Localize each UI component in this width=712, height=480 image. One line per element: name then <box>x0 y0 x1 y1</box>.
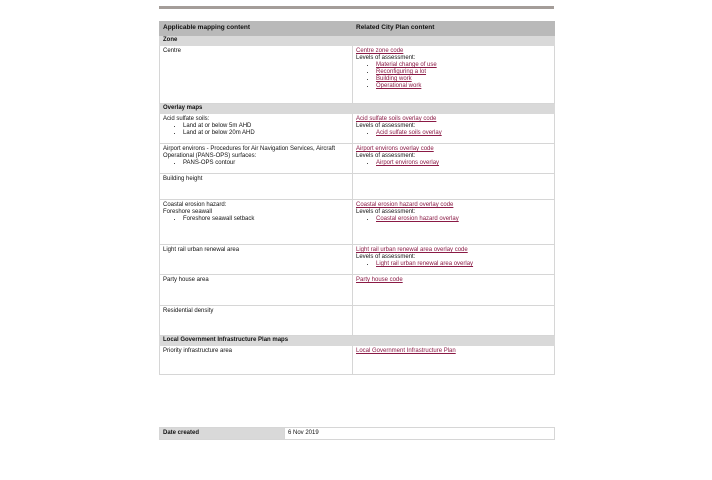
link-light-rail-overlay[interactable]: Light rail urban renewal area overlay <box>376 261 474 267</box>
table-row <box>160 144 555 174</box>
table-row <box>160 46 555 104</box>
row-label: Priority infrastructure area <box>160 346 353 375</box>
levels-list <box>356 62 551 90</box>
link-light-rail-code[interactable]: Light rail urban renewal area overlay code <box>356 247 468 253</box>
levels-label: Levels of assessment: <box>356 55 416 61</box>
link-lgip[interactable]: Local Government Infrastructure Plan <box>356 348 456 354</box>
table-row <box>160 275 555 306</box>
row-related <box>353 245 555 275</box>
table-row <box>160 306 555 336</box>
date-created-label: Date created <box>160 428 285 440</box>
levels-label: Levels of assessment: <box>356 153 416 159</box>
link-airport-environs-code[interactable]: Airport environs overlay code <box>356 146 434 152</box>
row-label: Party house area <box>160 275 353 306</box>
levels-label: Levels of assessment: <box>356 209 416 215</box>
coastal-label: Coastal erosion hazard: <box>163 202 227 208</box>
levels-list <box>356 216 551 223</box>
row-label <box>160 200 353 245</box>
date-created-table <box>159 427 555 440</box>
link-centre-zone-code[interactable]: Centre zone code <box>356 48 404 54</box>
link-acid-sulfate-code[interactable]: Acid sulfate soils overlay code <box>356 116 437 122</box>
section-header-lgip <box>160 336 555 346</box>
list-item: • Land at or below 5m AHD <box>183 123 349 130</box>
link-coastal-erosion-code[interactable]: Coastal erosion hazard overlay code <box>356 202 454 208</box>
coastal-sub: Foreshore seawall <box>163 209 213 215</box>
link-operational-work[interactable]: Operational work <box>376 83 422 89</box>
table-row <box>160 245 555 275</box>
table-row <box>160 200 555 245</box>
list-item: • PANS-OPS contour <box>183 160 349 167</box>
row-related <box>353 275 555 306</box>
airport-label: Airport environs - Procedures for Air Navigation Services, Aircraft Operational (PANS-OPS) surfaces: <box>163 146 336 159</box>
row-related <box>353 174 555 200</box>
table-row <box>160 174 555 200</box>
acid-label: Acid sulfate soils: <box>163 116 210 122</box>
coastal-bullets <box>163 216 349 223</box>
link-material-change-of-use[interactable]: Material change of use <box>376 62 437 68</box>
list-item: • Land at or below 20m AHD <box>183 130 349 137</box>
row-related <box>353 46 555 104</box>
levels-list <box>356 160 551 167</box>
row-label <box>160 144 353 174</box>
row-label: Light rail urban renewal area <box>160 245 353 275</box>
levels-label: Levels of assessment: <box>356 123 416 129</box>
acid-bullets <box>163 123 349 137</box>
table-header-row <box>160 22 555 36</box>
link-building-work[interactable]: Building work <box>376 76 412 82</box>
column-header-mapping: Applicable mapping content <box>160 22 353 36</box>
table-row <box>160 346 555 375</box>
row-related <box>353 200 555 245</box>
row-related <box>353 114 555 144</box>
row-label <box>160 114 353 144</box>
link-reconfiguring-a-lot[interactable]: Reconfiguring a lot <box>376 69 427 75</box>
table-row <box>160 114 555 144</box>
row-related <box>353 346 555 375</box>
list-item: • Foreshore seawall setback <box>183 216 349 223</box>
row-label: Building height <box>160 174 353 200</box>
section-title: Local Government Infrastructure Plan maps <box>160 336 555 346</box>
header-rule <box>159 6 554 9</box>
link-airport-environs-overlay[interactable]: Airport environs overlay <box>376 160 440 166</box>
row-related <box>353 144 555 174</box>
row-label: Residential density <box>160 306 353 336</box>
levels-list <box>356 261 551 268</box>
levels-list <box>356 130 551 137</box>
airport-bullets <box>163 160 349 167</box>
row-related <box>353 306 555 336</box>
link-coastal-erosion-overlay[interactable]: Coastal erosion hazard overlay <box>376 216 459 222</box>
column-header-city-plan: Related City Plan content <box>353 22 555 36</box>
row-label: Centre <box>160 46 353 104</box>
section-header-overlay <box>160 104 555 114</box>
section-title: Zone <box>160 36 555 46</box>
section-title: Overlay maps <box>160 104 555 114</box>
link-acid-sulfate-overlay[interactable]: Acid sulfate soils overlay <box>376 130 442 136</box>
date-created-value: 6 Nov 2019 <box>285 428 555 440</box>
link-party-house-code[interactable]: Party house code <box>356 277 403 283</box>
mapping-table <box>159 21 555 375</box>
section-header-zone <box>160 36 555 46</box>
levels-label: Levels of assessment: <box>356 254 416 260</box>
